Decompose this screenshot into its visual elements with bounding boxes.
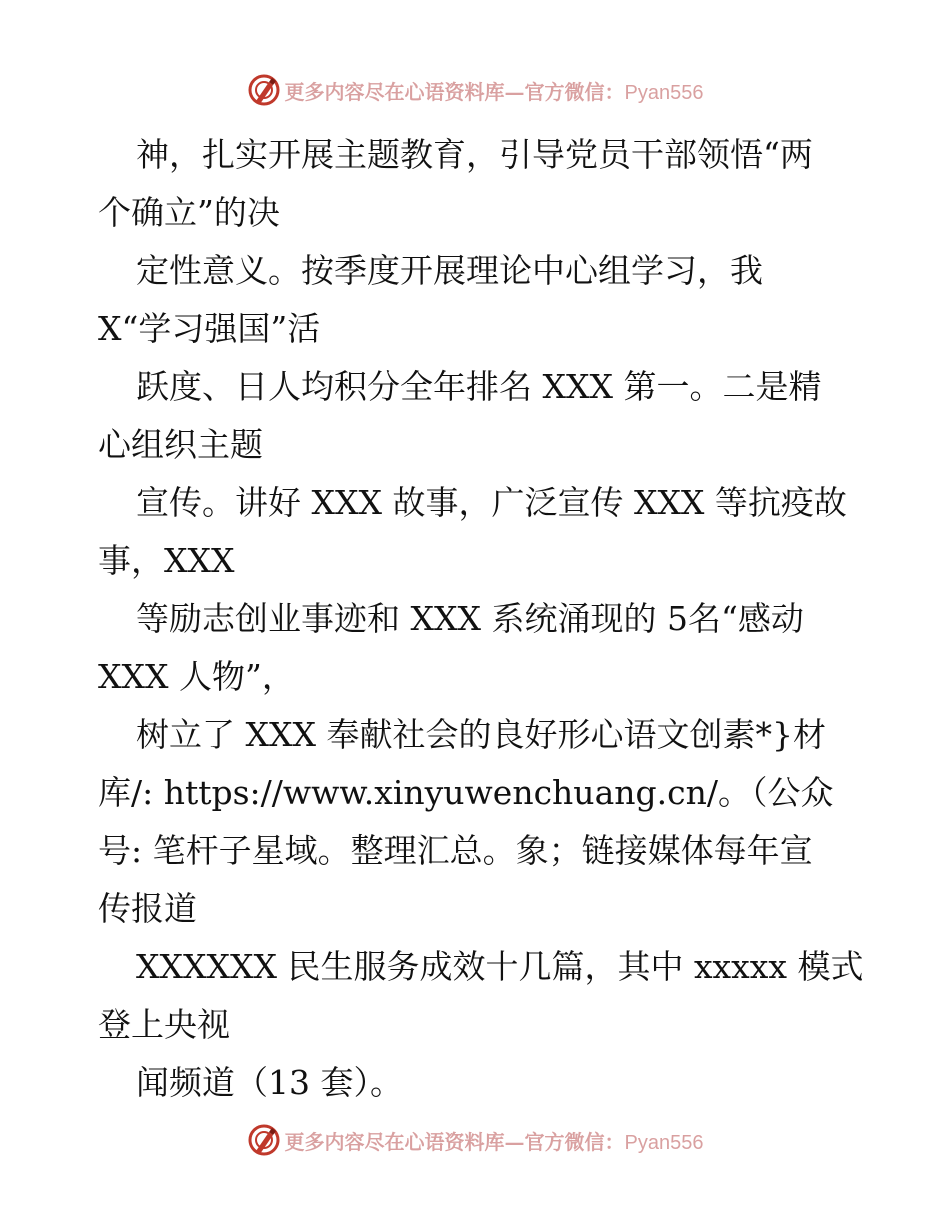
- text-line: 号: 笔杆子星域。整理汇总。象；链接媒体每年宣: [98, 831, 813, 870]
- header-text: 更多内容尽在心语资料库—官方微信：: [284, 79, 625, 104]
- text-line: 传报道: [98, 889, 197, 928]
- header-wechat-id: Pyan556: [624, 81, 704, 104]
- text-line: 心组织主题: [98, 425, 263, 464]
- text-line: 跃度、日人均积分全年排名 XXX 第一。二是精: [136, 367, 822, 406]
- text-line: X“学习强国”活: [98, 309, 321, 348]
- text-line: 库/: https://www.xinyuwenchuang.cn/。（公众: [98, 773, 834, 812]
- text-line: 定性意义。按季度开展理论中心组学习，我: [136, 251, 763, 290]
- pen-logo-icon: [247, 73, 281, 107]
- text-line: 闻频道（13 套）。: [136, 1063, 403, 1102]
- text-line: 宣传。讲好 XXX 故事，广泛宣传 XXX 等抗疫故: [136, 483, 847, 522]
- body-text: [98, 126, 864, 1112]
- text-line: 等励志创业事迹和 XXX 系统涌现的 5名“感动: [136, 599, 804, 638]
- footer-text: 更多内容尽在心语资料库—官方微信：: [284, 1129, 625, 1154]
- footer-wechat-id: Pyan556: [624, 1131, 704, 1154]
- header-watermark: [0, 70, 950, 110]
- text-line: 事，XXX: [98, 541, 235, 580]
- text-line: XXX 人物”，: [98, 657, 295, 696]
- text-line: 登上央视: [98, 1005, 230, 1044]
- text-line: XXXXXX 民生服务成效十几篇，其中 xxxxx 模式: [136, 947, 864, 986]
- text-line: 个确立”的决: [98, 193, 280, 232]
- text-line: 树立了 XXX 奉献社会的良好形心语文创素*}材: [136, 715, 826, 754]
- pen-logo-icon: [247, 1123, 281, 1157]
- text-line: 神，扎实开展主题教育，引导党员干部领悟“两: [136, 135, 813, 174]
- footer-watermark: [0, 1120, 950, 1160]
